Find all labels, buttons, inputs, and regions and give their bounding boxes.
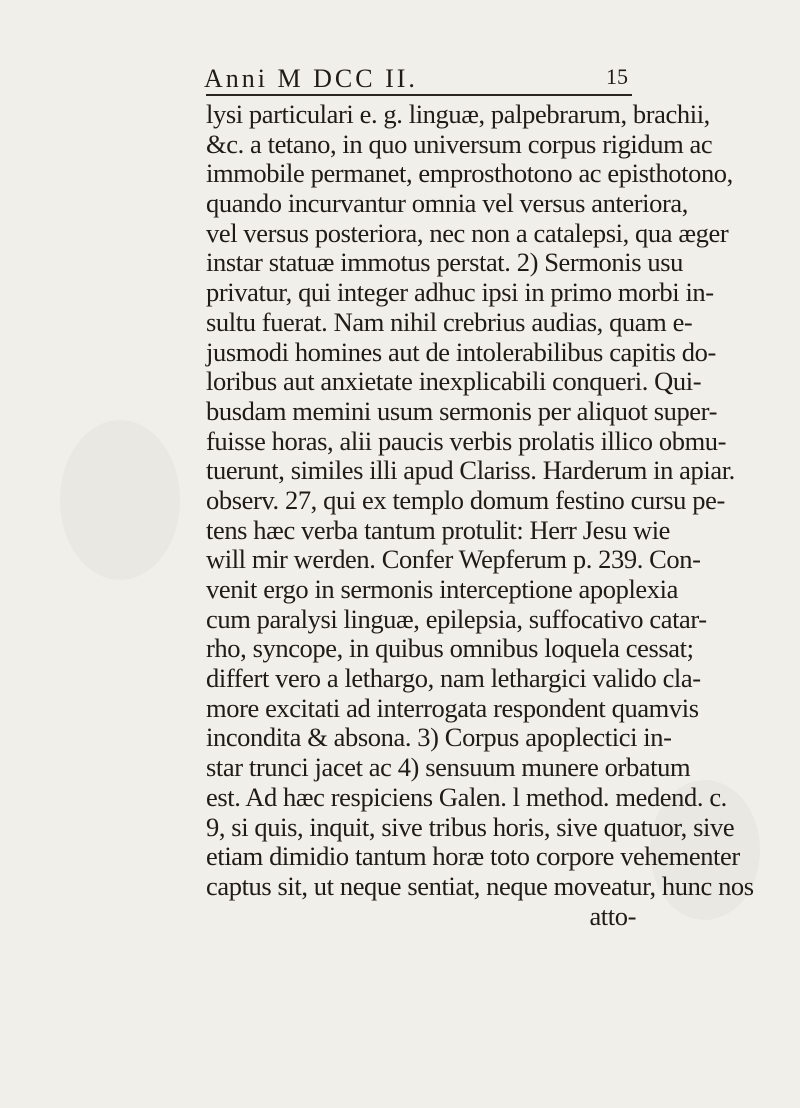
catchword: atto- [589,900,636,931]
text-line: instar statuæ immotus perstat. 2) Sermonis usu [206,247,683,278]
text-line: fuisse horas, alii paucis verbis prolatis illico obmu- [206,425,727,456]
text-line: star trunci jacet ac 4) sensuum munere orbatum [206,752,691,783]
text-line: lysi particulari e. g. linguæ, palpebrarum, brachii, [206,99,710,129]
text-line: cum paralysi linguæ, epilepsia, suffocativo catar- [206,603,707,634]
text-line: captus sit, ut neque sentiat, neque moveatur, hunc nos [206,870,754,901]
text-line: observ. 27, qui ex templo domum festino cursu pe- [206,484,725,515]
body-text [206,99,754,931]
text-line: 9, si quis, inquit, sive tribus horis, sive quatuor, sive [206,811,735,842]
text-line: venit ergo in sermonis interceptione apoplexia [206,574,678,604]
text-line: est. Ad hæc respiciens Galen. l method. medend. c. [206,781,727,812]
text-line: will mir werden. Confer Wepferum p. 239. Con- [206,544,701,575]
text-line: incondita & absona. 3) Corpus apoplectici in- [206,722,672,753]
text-line: rho, syncope, in quibus omnibus loquela cessat; [206,633,694,664]
text-line: jusmodi homines aut de intolerabilibus capitis do- [206,336,716,367]
text-line: &c. a tetano, in quo universum corpus rigidum ac [206,128,713,159]
text-line: loribus aut anxietate inexplicabili conqueri. Qui- [206,366,702,397]
running-title: Anni M DCC II. [204,64,418,93]
text-line: privatur, qui integer adhuc ipsi in primo morbi in- [206,277,714,308]
header-rule [206,94,632,96]
text-line: immobile permanet, emprosthotono ac episthotono, [206,158,733,189]
paper-stain [60,420,180,580]
page-number: 15 [606,64,628,89]
text-line: tuerunt, similes illi apud Clariss. Harderum in apiar. [206,455,735,486]
text-line: quando incurvantur omnia vel versus anteriora, [206,188,688,219]
running-header [196,64,628,94]
text-line: more excitati ad interrogata respondent quamvis [206,692,699,723]
text-line: vel versus posteriora, nec non a catalepsi, qua æger [206,217,729,248]
text-line: etiam dimidio tantum horæ toto corpore vehementer [206,841,740,872]
text-line: sultu fuerat. Nam nihil crebrius audias, quam e- [206,306,693,337]
text-line: differt vero a lethargo, nam lethargici valido cla- [206,663,701,694]
text-line: busdam memini usum sermonis per aliquot super- [206,395,717,426]
text-line: tens hæc verba tantum protulit: Herr Jesu wie [206,514,671,545]
